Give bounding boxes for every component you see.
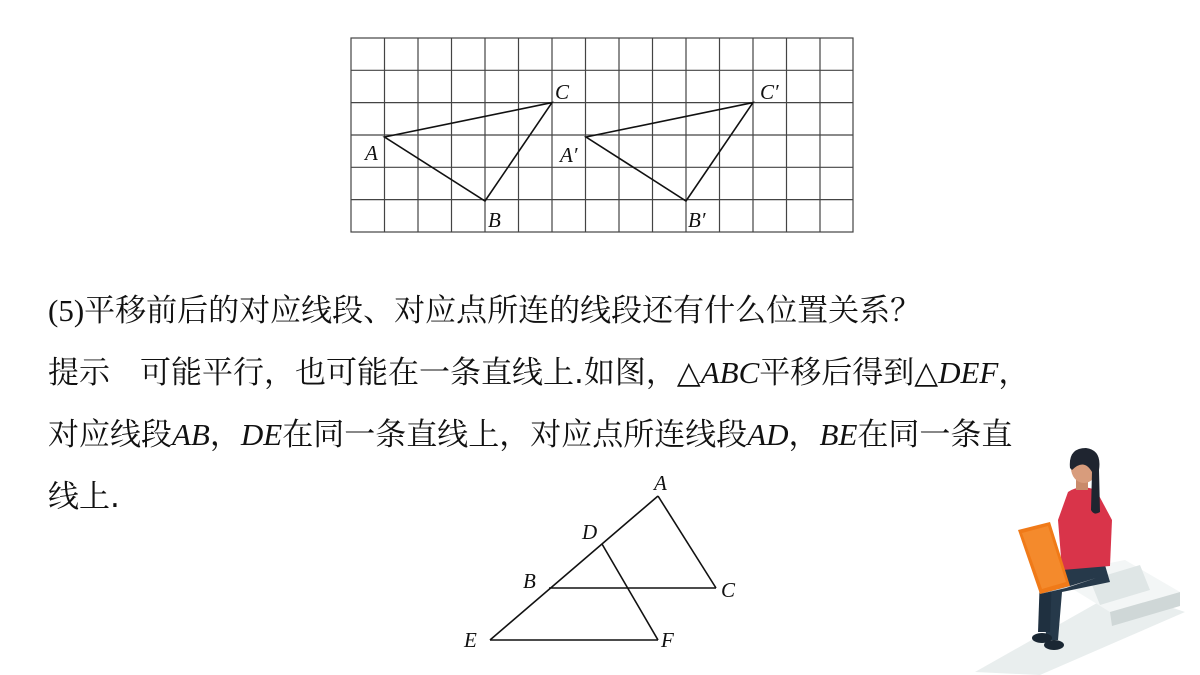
segment-df: [602, 544, 658, 640]
hint-line-1: [48, 342, 1178, 404]
label-a: A: [654, 471, 667, 495]
triangle-abc-prime: [586, 103, 753, 201]
hint-text: ，: [209, 417, 241, 453]
math-de: DE: [240, 417, 283, 452]
hint-line-3: [48, 466, 1178, 528]
hint-text: 对应线段: [48, 417, 172, 453]
label-c: C: [555, 80, 570, 104]
question-text: 平移前后的对应线段、对应点所连的线段还有什么位置关系？: [84, 293, 922, 329]
label-a-prime: A′: [560, 143, 578, 167]
grid-lines: [351, 38, 853, 232]
math-ab: AB: [172, 417, 210, 452]
text-block: [48, 280, 1178, 528]
hint-label: 提示: [48, 355, 110, 391]
hint-text: ，: [788, 417, 820, 453]
math-ad: AD: [747, 417, 789, 452]
math-abc: ABC: [700, 355, 760, 390]
label-c: C: [721, 578, 736, 602]
question-number: (5): [48, 293, 85, 328]
hint-text: 可能平行，也可能在一条直线上.如图，△: [140, 355, 701, 391]
hint-text: 在同一条直线上，对应点所连线段: [282, 417, 748, 453]
label-b-prime: B′: [688, 208, 706, 232]
label-e: E: [464, 628, 477, 652]
label-b: B: [488, 208, 501, 232]
label-c-prime: C′: [760, 80, 779, 104]
label-a: A: [365, 141, 378, 165]
math-be: BE: [819, 417, 858, 452]
triangle-abc: [385, 103, 553, 201]
label-f: F: [661, 628, 674, 652]
question-line: [48, 280, 1178, 342]
grid-figure: [0, 0, 1200, 260]
hint-line-2: [48, 404, 1178, 466]
hint-text: ，: [998, 355, 1030, 391]
label-b: B: [523, 569, 536, 593]
math-def: DEF: [938, 355, 999, 390]
label-d: D: [582, 520, 598, 544]
hint-text: 在同一条直: [857, 417, 1013, 453]
hint-text: 平移后得到△: [759, 355, 939, 391]
hint-text: 线上.: [48, 479, 120, 515]
